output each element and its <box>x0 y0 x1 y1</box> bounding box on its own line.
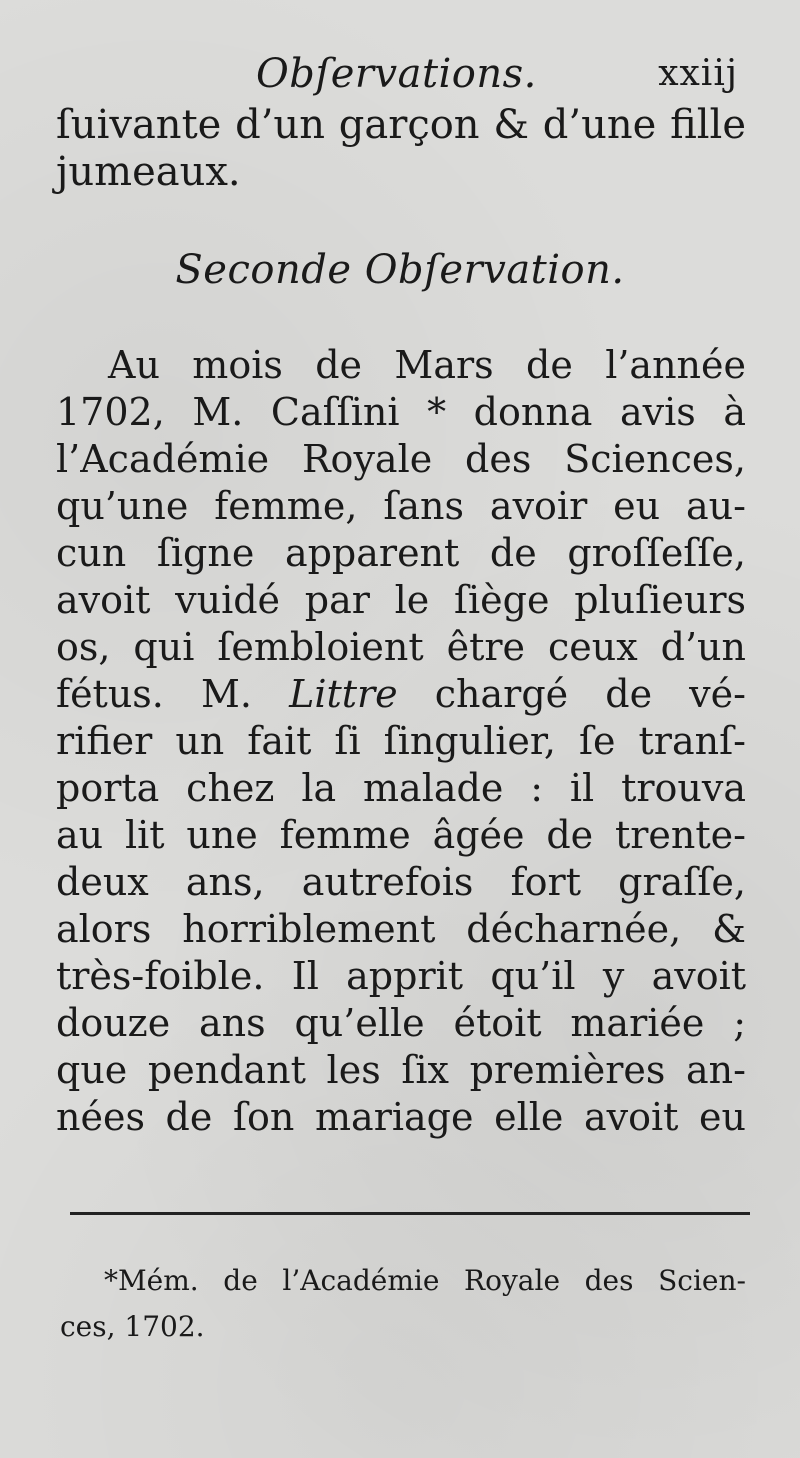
text-line: nées de ſon mariage elle avoit eu <box>56 1095 746 1139</box>
footnote <box>60 1258 746 1350</box>
footnote-rule <box>70 1212 750 1215</box>
text-line: que pendant les ſix premières an- <box>56 1048 746 1092</box>
text-line: Au mois de Mars de l’année <box>108 343 746 387</box>
text-line-with-name <box>56 671 746 718</box>
text-line: très-foible. Il apprit qu’il y avoit <box>56 954 746 998</box>
running-head <box>60 44 738 104</box>
footnote-line: ces, 1702. <box>60 1310 205 1343</box>
text-fragment: fétus. M. <box>56 672 290 716</box>
text-line: os, qui ſembloient être ceux d’un <box>56 625 746 669</box>
text-line: qu’une femme, ſans avoir eu au- <box>56 484 746 528</box>
text-line: avoit vuidé par le ſiège pluſieurs <box>56 578 746 622</box>
text-line: l’Académie Royale des Sciences, <box>56 437 746 481</box>
carryover-text <box>56 102 746 196</box>
text-fragment: chargé de vé- <box>397 672 746 716</box>
author-name-littre: Littre <box>289 672 398 716</box>
text-line: cun ſigne apparent de groſſeſſe, <box>56 531 746 575</box>
text-line: jumeaux. <box>56 149 241 195</box>
text-line: alors horriblement décharnée, & <box>56 907 746 951</box>
text-line: au lit une femme âgée de trente- <box>56 813 746 857</box>
text-line: deux ans, autrefois fort graſſe, <box>56 860 746 904</box>
text-line: ſuivante d’un garçon & d’une fille <box>56 102 746 148</box>
text-line: 1702, M. Caſſini * donna avis à <box>56 390 746 434</box>
running-title: Obſervations. <box>256 51 537 97</box>
text-line: rifier un fait ſi ſingulier, ſe tranſ- <box>56 719 746 763</box>
page-number: xxiij <box>658 53 738 94</box>
text-line: porta chez la malade : il trouva <box>56 766 746 810</box>
section-heading: Seconde Obſervation. <box>175 247 625 293</box>
main-paragraph <box>56 342 746 1141</box>
text-line: douze ans qu’elle étoit mariée ; <box>56 1001 746 1045</box>
footnote-line: *Mém. de l’Académie Royale des Scien- <box>104 1264 746 1297</box>
